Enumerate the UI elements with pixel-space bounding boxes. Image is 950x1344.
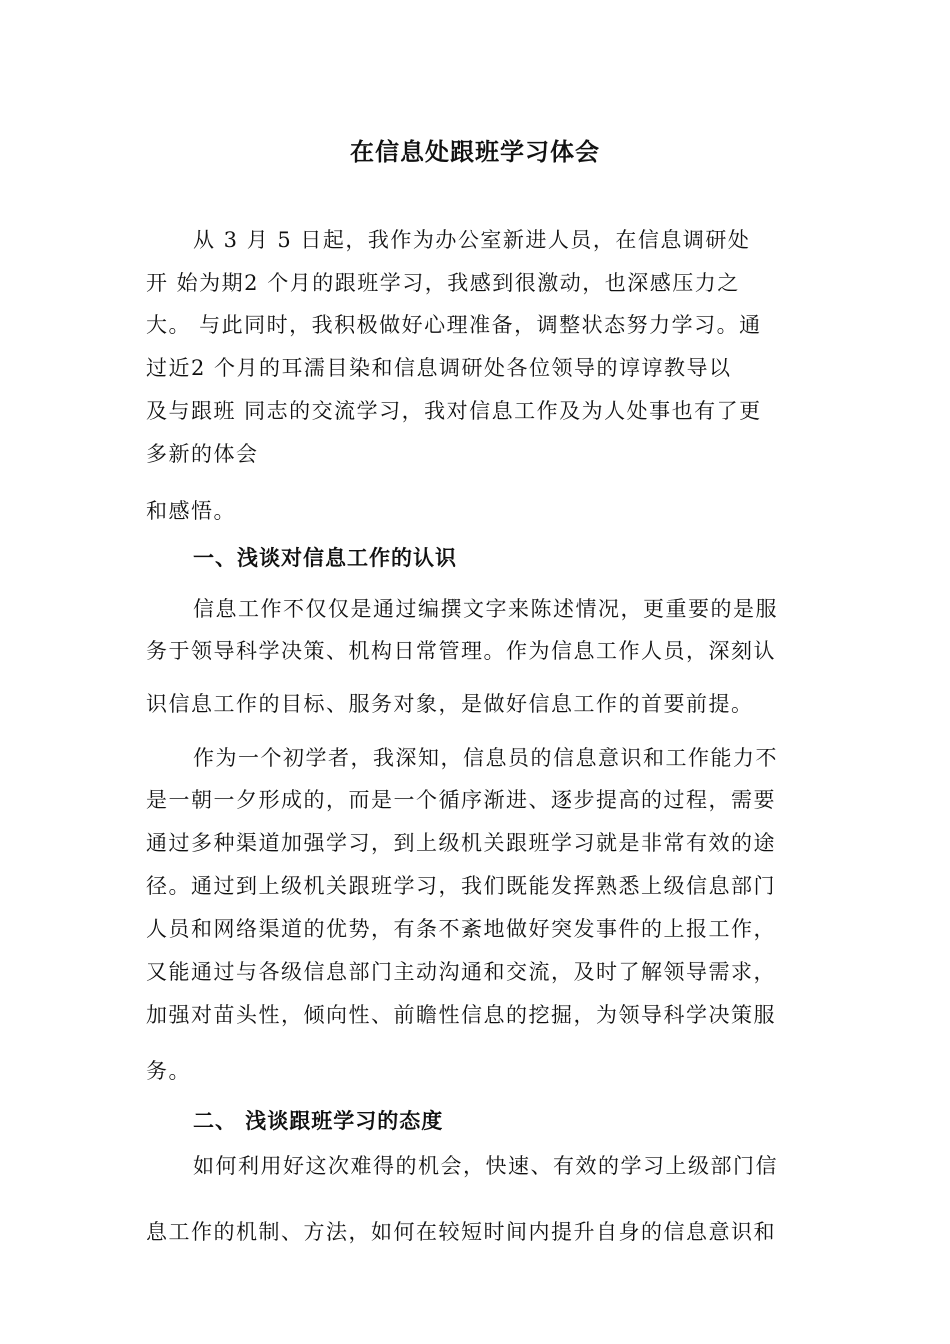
paragraph-line: 多新的体会 xyxy=(146,442,259,466)
paragraph-line: 信息工作不仅仅是通过编撰文字来陈述情况，更重要的是服 xyxy=(193,597,778,621)
paragraph-line: 息工作的机制、方法，如何在较短时间内提升自身的信息意识和 xyxy=(146,1220,776,1244)
paragraph-line: 大。 与此同时，我积极做好心理准备，调整状态努力学习。通 xyxy=(146,313,762,337)
paragraph-line: 过近2 个月的耳濡目染和信息调研处各位领导的谆谆教导以 xyxy=(146,356,732,380)
paragraph-line: 如何利用好这次难得的机会，快速、有效的学习上级部门信 xyxy=(193,1154,778,1178)
paragraph-line: 开 始为期2 个月的跟班学习，我感到很激动，也深感压力之 xyxy=(146,271,740,295)
paragraph-line: 务于领导科学决策、机构日常管理。作为信息工作人员，深刻认 xyxy=(146,639,776,663)
document-title: 在信息处跟班学习体会 xyxy=(350,138,600,166)
paragraph-line: 又能通过与各级信息部门主动沟通和交流，及时了解领导需求， xyxy=(146,960,776,984)
paragraph-line: 从 3 月 5 日起，我作为办公室新进人员，在信息调研处 xyxy=(193,228,751,252)
paragraph-line: 务。 xyxy=(146,1059,191,1083)
paragraph-line: 径。通过到上级机关跟班学习，我们既能发挥熟悉上级信息部门 xyxy=(146,874,776,898)
paragraph-line: 作为一个初学者，我深知，信息员的信息意识和工作能力不 xyxy=(193,746,778,770)
section-heading-2: 二、 浅谈跟班学习的态度 xyxy=(193,1109,444,1133)
paragraph-line: 识信息工作的目标、服务对象，是做好信息工作的首要前提。 xyxy=(146,692,754,716)
paragraph-line: 及与跟班 同志的交流学习，我对信息工作及为人处事也有了更 xyxy=(146,399,762,423)
paragraph-line: 是一朝一夕形成的，而是一个循序渐进、逐步提高的过程，需要 xyxy=(146,788,776,812)
paragraph-line: 通过多种渠道加强学习，到上级机关跟班学习就是非常有效的途 xyxy=(146,831,776,855)
section-heading-1: 一、浅谈对信息工作的认识 xyxy=(193,546,457,570)
paragraph-line: 和感悟。 xyxy=(146,499,236,523)
paragraph-line: 加强对苗头性，倾向性、前瞻性信息的挖掘，为领导科学决策服 xyxy=(146,1003,776,1027)
paragraph-line: 人员和网络渠道的优势，有条不紊地做好突发事件的上报工作， xyxy=(146,917,776,941)
